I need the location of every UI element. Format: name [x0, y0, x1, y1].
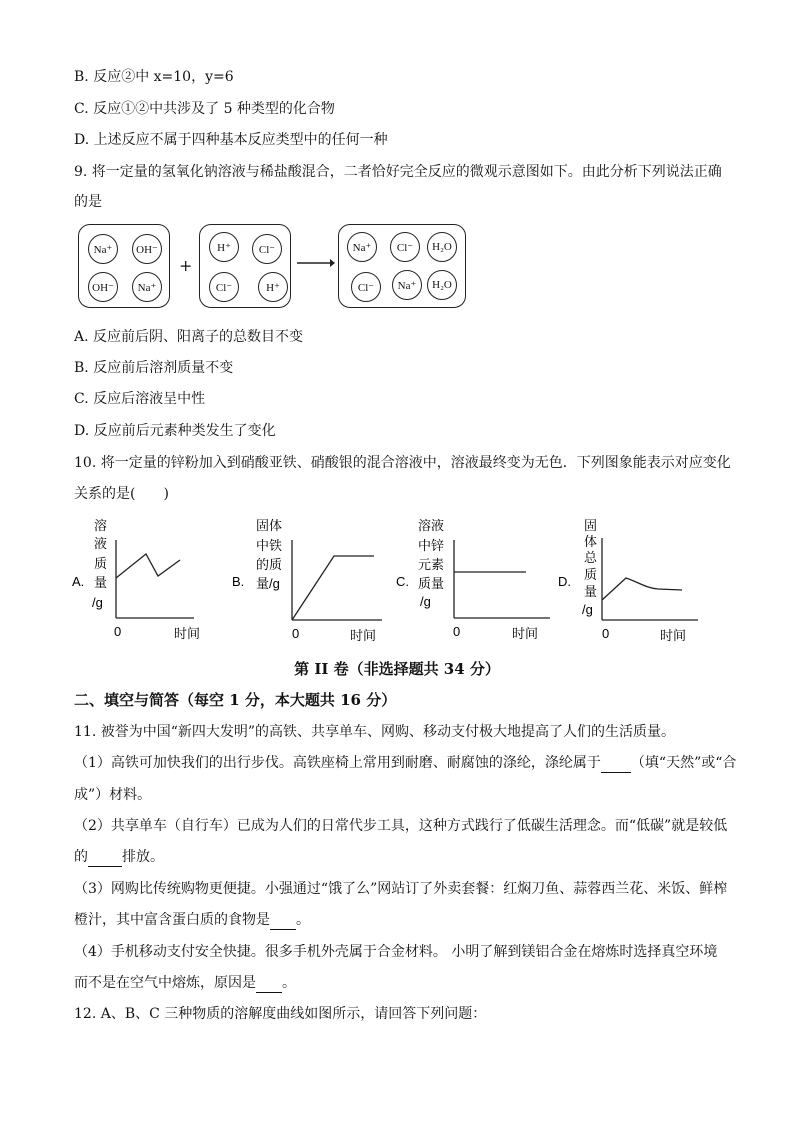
data-line — [602, 578, 682, 600]
question-11-4: （4）手机移动支付安全快捷。很多手机外壳属于合金材料。 小明了解到镁铝合金在熔炼时选择真空环境 — [74, 944, 718, 960]
data-line — [292, 556, 374, 620]
ion: Cl⁻ — [252, 234, 282, 264]
ion: H⁺ — [258, 272, 288, 302]
question-12-text: 12. A、B、C 三种物质的溶解度曲线如图所示，请回答下列问题： — [74, 1006, 487, 1022]
question-text: 橙汁，其中富含蛋白质的食物是 — [74, 912, 270, 928]
answer-blank[interactable] — [270, 911, 296, 930]
ion: H⁺ — [209, 232, 239, 262]
ion: H₂O — [427, 270, 457, 300]
axis-label: 元素 — [418, 557, 445, 572]
x-axis-label: 时间 — [174, 626, 200, 641]
option-9d: D. 反应前后元素种类发生了变化 — [74, 423, 276, 439]
axis-label: 质量 — [418, 576, 445, 591]
ion: Cl⁻ — [209, 272, 239, 302]
axis-label: 质 — [94, 556, 108, 571]
question-11-1-cont: 成”）材料。 — [74, 787, 152, 803]
graph-d — [556, 516, 706, 648]
option-8c: C. 反应①②中共涉及了 5 种类型的化合物 — [74, 101, 335, 117]
question-11-3-cont — [74, 911, 310, 930]
origin-label: 0 — [602, 626, 610, 641]
axis-label: 中铁 — [256, 538, 283, 553]
x-axis-label: 时间 — [660, 628, 687, 643]
question-11-3: （3）网购比传统购物更便捷。小强通过“饿了么”网站订了外卖套餐：红焖刀鱼、蒜蓉西兰花、米饭、鲜榨 — [74, 881, 728, 897]
graph-option-label: B. — [232, 574, 245, 589]
axis-label: 的质 — [256, 557, 283, 572]
question-text: 的 — [74, 849, 88, 865]
graph-option-label: D. — [558, 574, 571, 589]
question-11-2: （2）共享单车（自行车）已成为人们的日常代步工具，这种方式践行了低碳生活理念。而“低碳”就是较低 — [74, 818, 728, 834]
question-11-2-cont — [74, 848, 164, 867]
axis-label: /g — [582, 602, 593, 617]
question-9-text: 9. 将一定量的氢氧化钠溶液与稀盐酸混合，二者恰好完全反应的微观示意图如下。由此分析下列说法正确 — [74, 164, 722, 180]
axis-label: 体 — [584, 534, 598, 549]
data-line — [116, 554, 180, 578]
axis-label: 中锌 — [418, 538, 445, 553]
option-9b: B. 反应前后溶剂质量不变 — [74, 360, 234, 376]
axis-label: 量 — [584, 584, 598, 599]
axis-label: 溶 — [94, 518, 108, 533]
x-axis-label: 时间 — [512, 626, 539, 641]
answer-blank[interactable] — [88, 848, 122, 867]
reaction-arrow-icon — [296, 256, 336, 270]
question-text: 排放。 — [122, 849, 164, 865]
origin-label: 0 — [292, 626, 300, 641]
ion: OH⁻ — [132, 234, 162, 264]
product-box — [338, 224, 466, 308]
option-9c: C. 反应后溶液呈中性 — [74, 391, 206, 407]
ion: Na⁺ — [132, 272, 162, 302]
question-text: 。 — [296, 912, 310, 928]
ion: OH⁻ — [88, 272, 118, 302]
question-text: （填“天然”或“合 — [630, 755, 737, 771]
origin-label: 0 — [114, 624, 122, 639]
question-10-text-cont: 关系的是( ) — [74, 486, 169, 502]
question-11-4-cont — [74, 974, 296, 993]
graph-option-label: A. — [72, 574, 85, 589]
axis-label: /g — [92, 595, 103, 610]
axis-label: /g — [420, 594, 431, 609]
reactant-box-naoh — [78, 224, 170, 308]
answer-blank[interactable] — [256, 974, 282, 993]
axis-label: 固 — [584, 518, 598, 533]
question-11-1 — [74, 754, 736, 773]
axis-label: 量/g — [256, 576, 280, 591]
ion: Cl⁻ — [351, 272, 381, 302]
plus-sign: + — [179, 256, 193, 275]
ion: Na⁺ — [392, 270, 422, 300]
ion: Na⁺ — [347, 232, 377, 262]
question-10-text: 10. 将一定量的锌粉加入到硝酸亚铁、硝酸银的混合溶液中，溶液最终变为无色．下列图象能表示对应变化 — [74, 455, 731, 471]
question-9-text-cont: 的是 — [74, 194, 102, 210]
axis-label: 质 — [584, 567, 598, 582]
section-title: 第 II 卷（非选择题共 34 分） — [294, 660, 500, 678]
option-9a: A. 反应前后阴、阳离子的总数目不变 — [74, 329, 304, 345]
question-text: （1）高铁可加快我们的出行步伐。高铁座椅上常用到耐磨、耐腐蚀的涤纶，涤纶属于 — [74, 755, 601, 771]
ion: Na⁺ — [88, 234, 118, 264]
ion: Cl⁻ — [390, 232, 420, 262]
graph-option-label: C. — [396, 574, 409, 589]
answer-blank[interactable] — [601, 754, 631, 773]
option-8b: B. 反应②中 x=10，y=6 — [74, 69, 234, 85]
axis-label: 量 — [94, 575, 108, 590]
question-11-text: 11. 被誉为中国“新四大发明”的高铁、共享单车、网购、移动支付极大地提高了人们的生活质量。 — [74, 724, 676, 740]
question-text: 。 — [282, 975, 296, 991]
origin-label: 0 — [453, 624, 461, 639]
axis-label: 固体 — [256, 518, 283, 533]
part-heading: 二、填空与简答（每空 1 分，本大题共 16 分） — [74, 691, 397, 709]
graph-c — [394, 518, 554, 648]
graph-b — [230, 518, 390, 648]
axis-label: 液 — [94, 536, 108, 551]
axis-label: 溶液 — [418, 518, 445, 533]
graph-a — [70, 518, 200, 646]
option-8d: D. 上述反应不属于四种基本反应类型中的任何一种 — [74, 132, 388, 148]
reactant-box-hcl — [199, 224, 291, 308]
question-text: 而不是在空气中熔炼，原因是 — [74, 975, 256, 991]
axis-label: 总 — [584, 550, 598, 565]
x-axis-label: 时间 — [350, 628, 377, 643]
ion: H₂O — [427, 232, 457, 262]
